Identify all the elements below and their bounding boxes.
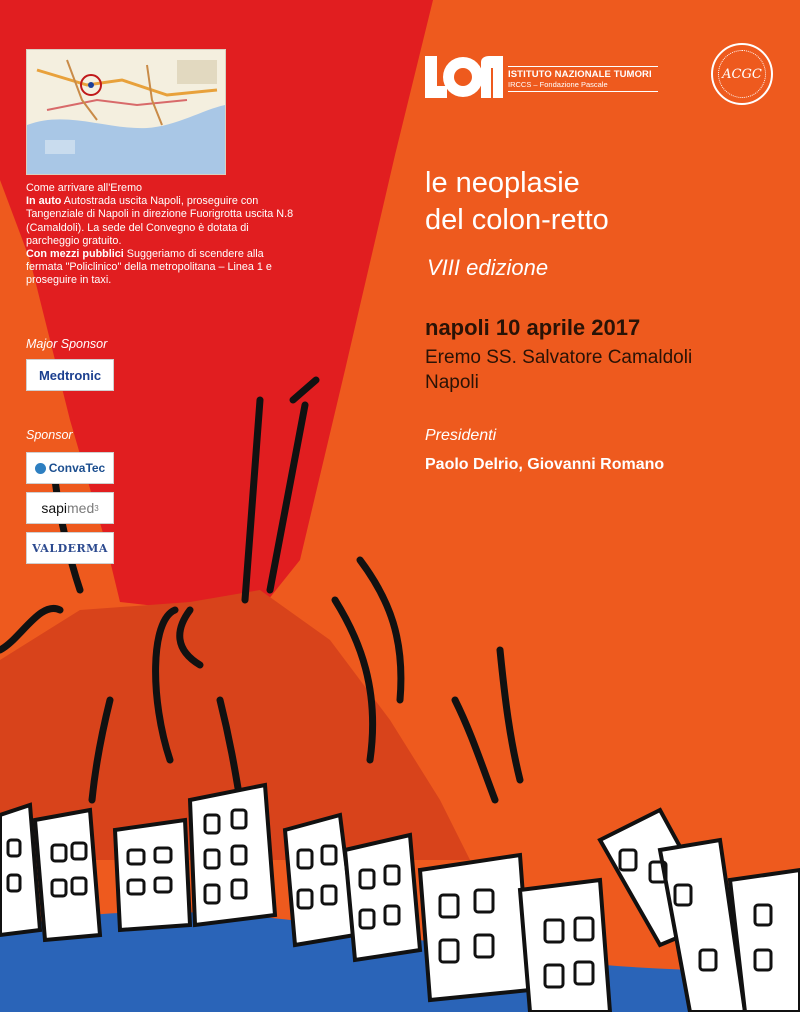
event-title — [425, 165, 609, 239]
presidents-label: Presidenti — [425, 427, 497, 444]
acgc-logo-ring — [718, 50, 766, 98]
event-venue — [425, 345, 692, 395]
venue-line1: Eremo SS. Salvatore Camaldoli — [425, 347, 693, 368]
int-logo-icon — [423, 54, 505, 100]
presidents-names: Paolo Delrio, Giovanni Romano — [425, 456, 665, 473]
acgc-logo — [711, 43, 773, 105]
institution-line1: ISTITUTO NAZIONALE TUMORI — [508, 69, 652, 80]
sponsor-name-part: sapi — [41, 500, 67, 516]
sponsor-label: Sponsor — [26, 428, 73, 442]
venue-line2: Napoli — [425, 372, 479, 393]
sponsor-logo-sapimed — [26, 492, 114, 524]
directions-heading: Come arrivare all'Eremo — [26, 182, 143, 194]
directions-transit-label: Con mezzi pubblici — [26, 248, 124, 261]
event-date: napoli 10 aprile 2017 — [425, 315, 641, 340]
sponsor-name-part: med — [67, 500, 95, 516]
sponsor-logo-valderma — [26, 532, 114, 564]
directions-block — [26, 182, 296, 288]
convatec-icon — [35, 463, 46, 474]
sponsor-logo-convatec — [26, 452, 114, 484]
title-line2: del colon-retto — [425, 204, 609, 236]
title-line1: le neoplasie — [425, 167, 580, 199]
institution-name — [508, 66, 658, 92]
directions-car-label: In auto — [26, 195, 62, 208]
event-edition: VIII edizione — [427, 255, 549, 280]
institution-line2: IRCCS – Fondazione Pascale — [508, 80, 608, 89]
acgc-logo-text: ACGC — [722, 66, 762, 82]
directions-transit-text: Suggeriamo di scendere alla fermata "Policlinico" della metropolitana – Linea 1 e proseguire in taxi. — [26, 248, 272, 287]
sponsor-name: Medtronic — [38, 367, 102, 383]
sponsor-name: VALDERMA — [32, 541, 108, 555]
major-sponsor-label: Major Sponsor — [26, 337, 108, 351]
directions-transit — [26, 248, 296, 288]
sponsor-logo-medtronic — [26, 359, 114, 391]
directions-car-text: Autostrada uscita Napoli, proseguire con Tangenziale di Napoli in direzione Fuorigrotta uscita N.8 (Camaldoli). La sede del Convegno è dotata di parcheggio gratuito. — [26, 195, 294, 247]
sponsor-name: ConvaTec — [48, 461, 106, 475]
location-map — [26, 49, 226, 175]
directions-car — [26, 195, 296, 248]
sponsor-name-part: 3 — [94, 503, 99, 513]
